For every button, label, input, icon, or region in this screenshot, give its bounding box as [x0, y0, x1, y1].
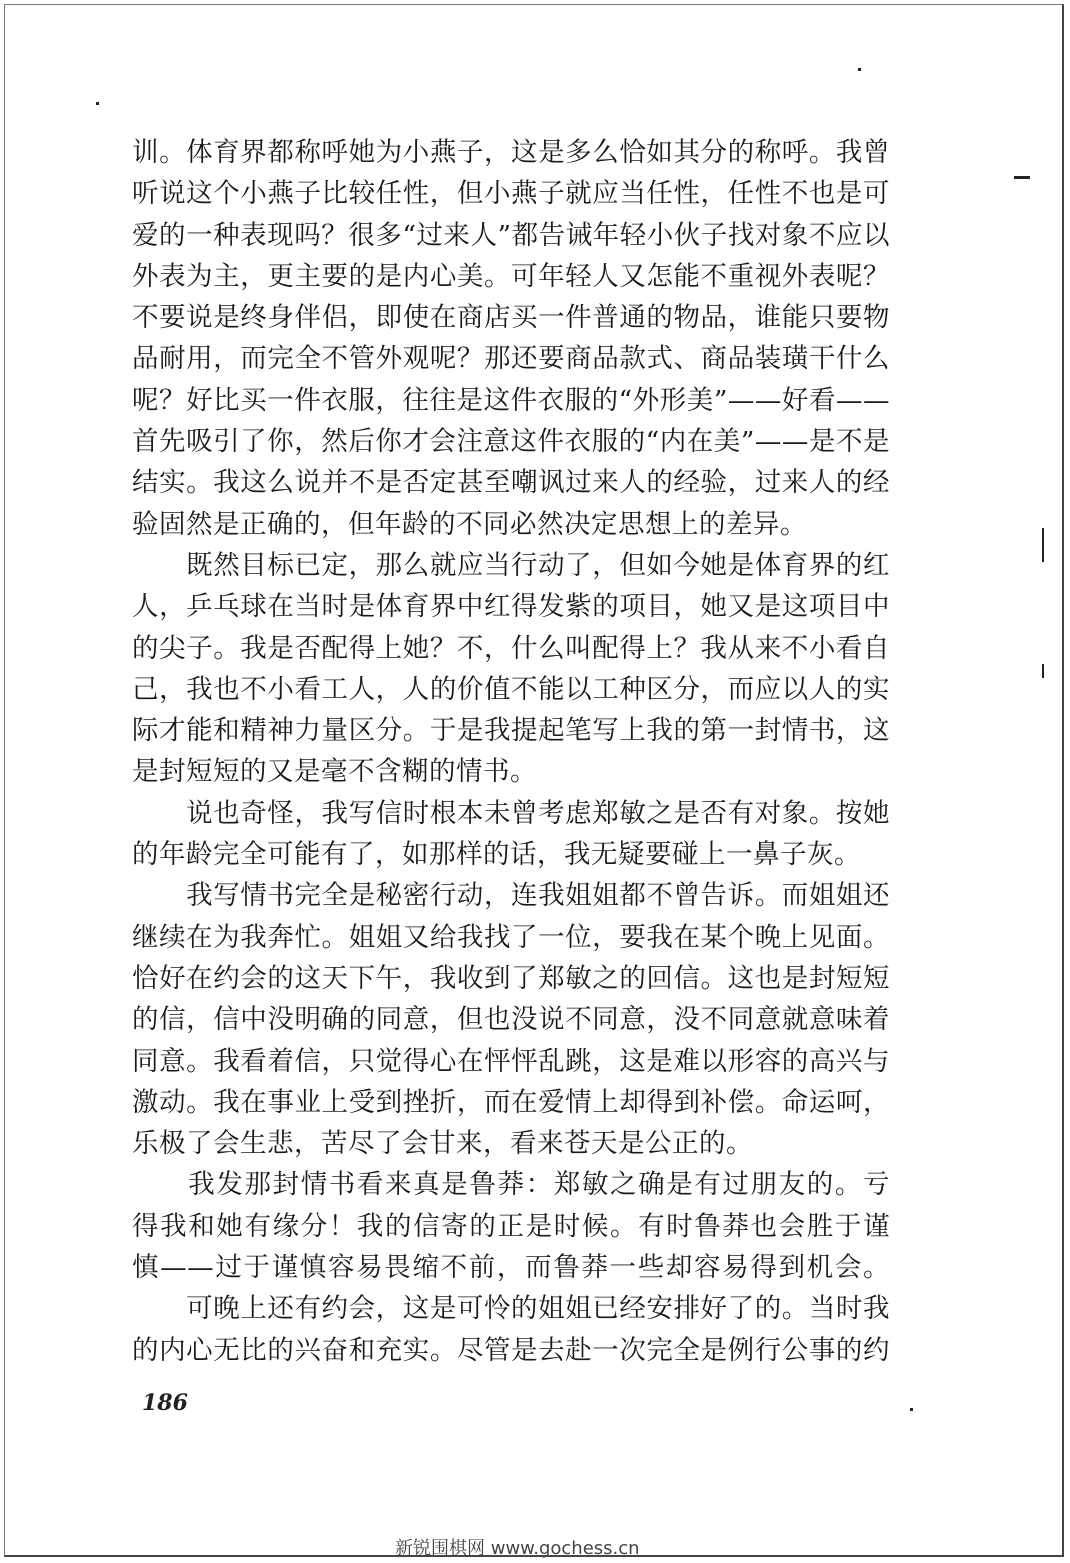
body-text — [132, 132, 890, 1371]
paragraph — [132, 1164, 890, 1288]
text-line: 验固然是正确的，但年龄的不同必然决定思想上的差异。 — [132, 508, 807, 540]
paragraph — [132, 793, 890, 876]
text-line: 是封短短的又是毫不含糊的情书。 — [132, 756, 537, 788]
text-line: 激动。我在事业上受到挫折，而在爱情上却得到补偿。命运呵， — [132, 1086, 890, 1118]
scan-speck — [910, 1408, 913, 1411]
scan-speck — [1042, 528, 1044, 562]
text-line: 听说这个小燕子比较任性，但小燕子就应当任性，任性不也是可 — [132, 178, 890, 210]
text-line: 恰好在约会的这天下午，我收到了郑敏之的回信。这也是封短短 — [132, 962, 890, 994]
text-line: 爱的一种表现吗？很多“过来人”都告诫年轻小伙子找对象不应以 — [132, 219, 890, 251]
text-line: 乐极了会生悲，苦尽了会甘来，看来苍天是公正的。 — [132, 1128, 753, 1160]
site-watermark: 新锐围棋网 www.gochess.cn — [395, 1538, 640, 1559]
text-line: 既然目标已定，那么就应当行动了，但如今她是体育界的红 — [132, 549, 890, 581]
text-line: 际才能和精神力量区分。于是我提起笔写上我的第一封情书，这 — [132, 715, 890, 747]
scan-speck — [96, 102, 99, 105]
scan-speck — [1014, 176, 1030, 179]
text-line: 我写情书完全是秘密行动，连我姐姐都不曾告诉。而姐姐还 — [132, 880, 890, 912]
text-line: 我发那封情书看来真是鲁莽：郑敏之确是有过朋友的。亏 — [132, 1169, 890, 1201]
scan-speck — [1042, 664, 1044, 678]
text-line: 训。体育界都称呼她为小燕子，这是多么恰如其分的称呼。我曾 — [132, 137, 890, 168]
paragraph — [132, 132, 890, 545]
text-line: 结实。我这么说并不是否定甚至嘲讽过来人的经验，过来人的经 — [132, 467, 890, 499]
text-line: 不要说是终身伴侣，即使在商店买一件普通的物品，谁能只要物 — [132, 302, 890, 334]
text-line: 呢？好比买一件衣服，往往是这件衣服的“外形美”——好看—— — [132, 384, 890, 416]
text-line: 的内心无比的兴奋和充实。尽管是去赴一次完全是例行公事的约 — [132, 1334, 890, 1366]
paragraph — [132, 875, 890, 1164]
text-line: 得我和她有缘分！我的信寄的正是时候。有时鲁莽也会胜于谨 — [132, 1210, 890, 1242]
text-line: 说也奇怪，我写信时根本未曾考虑郑敏之是否有对象。按她 — [132, 797, 890, 829]
text-line: 可晚上还有约会，这是可怜的姐姐已经安排好了的。当时我 — [132, 1293, 890, 1325]
text-line: 己，我也不小看工人，人的价值不能以工种区分，而应以人的实 — [132, 673, 890, 705]
text-line: 人，乒乓球在当时是体育界中红得发紫的项目，她又是这项目中 — [132, 591, 890, 623]
text-line: 慎——过于谨慎容易畏缩不前，而鲁莽一些却容易得到机会。 — [132, 1252, 890, 1284]
paragraph — [132, 545, 890, 793]
page-number: 186 — [142, 1390, 188, 1416]
text-line: 外表为主，更主要的是内心美。可年轻人又怎能不重视外表呢？ — [132, 260, 890, 292]
scan-speck — [858, 68, 861, 71]
text-line: 首先吸引了你，然后你才会注意这件衣服的“内在美”——是不是 — [132, 426, 890, 458]
text-line: 的年龄完全可能有了，如那样的话，我无疑要碰上一鼻子灰。 — [132, 839, 861, 871]
text-line: 继续在为我奔忙。姐姐又给我找了一位，要我在某个晚上见面。 — [132, 921, 890, 953]
text-line: 的信，信中没明确的同意，但也没说不同意，没不同意就意味着 — [132, 1004, 890, 1036]
paragraph — [132, 1288, 890, 1371]
text-line: 同意。我看着信，只觉得心在怦怦乱跳，这是难以形容的高兴与 — [132, 1045, 890, 1077]
text-line: 的尖子。我是否配得上她？不，什么叫配得上？我从来不小看自 — [132, 632, 890, 664]
text-line: 品耐用，而完全不管外观呢？那还要商品款式、商品装璜干什么 — [132, 343, 890, 375]
